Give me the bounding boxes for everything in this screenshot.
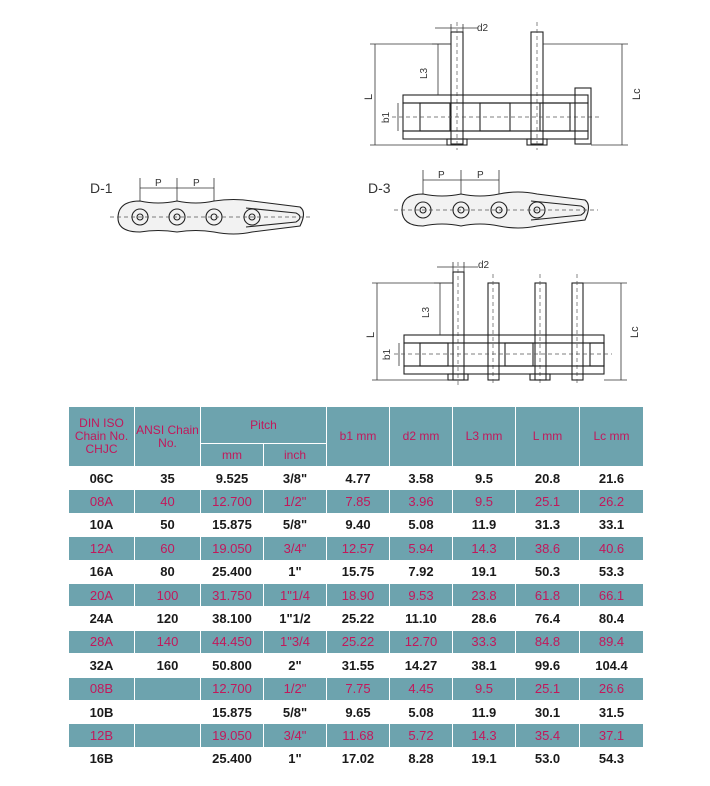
cell-din: 12A <box>69 537 135 560</box>
cell-din: 12B <box>69 724 135 747</box>
table-row <box>69 654 644 677</box>
l-label-bottom: L <box>365 331 377 338</box>
cell-mm: 15.875 <box>201 700 264 723</box>
cell-inch: 5/8" <box>264 513 327 536</box>
cell-mm: 19.050 <box>201 537 264 560</box>
cell-d2: 11.10 <box>390 607 453 630</box>
cell-l: 99.6 <box>516 654 580 677</box>
cell-l: 20.8 <box>516 467 580 490</box>
table-row <box>69 467 644 490</box>
cell-mm: 38.100 <box>201 607 264 630</box>
cell-d2: 5.72 <box>390 724 453 747</box>
header-pitch-inch: inch <box>264 444 327 467</box>
cell-lc: 37.1 <box>580 724 644 747</box>
cell-l3: 11.9 <box>453 513 516 536</box>
cell-d2: 3.96 <box>390 490 453 513</box>
p-label-d3b: P <box>477 170 484 181</box>
table-row <box>69 677 644 700</box>
cell-l3: 9.5 <box>453 490 516 513</box>
d3-label: D-3 <box>368 180 391 196</box>
header-pitch: Pitch <box>201 407 327 444</box>
cell-b1: 15.75 <box>327 560 390 583</box>
cell-ansi: 35 <box>135 467 201 490</box>
cell-mm: 15.875 <box>201 513 264 536</box>
cell-ansi: 50 <box>135 513 201 536</box>
cell-d2: 12.70 <box>390 630 453 653</box>
cell-lc: 21.6 <box>580 467 644 490</box>
table-row <box>69 537 644 560</box>
table-row <box>69 747 644 770</box>
cell-d2: 3.58 <box>390 467 453 490</box>
cell-l: 25.1 <box>516 677 580 700</box>
cell-mm: 19.050 <box>201 724 264 747</box>
cell-l: 76.4 <box>516 607 580 630</box>
cell-lc: 31.5 <box>580 700 644 723</box>
cell-ansi <box>135 700 201 723</box>
cell-l: 30.1 <box>516 700 580 723</box>
table-row <box>69 700 644 723</box>
cell-lc: 89.4 <box>580 630 644 653</box>
cell-mm: 9.525 <box>201 467 264 490</box>
cell-l: 84.8 <box>516 630 580 653</box>
cell-lc: 104.4 <box>580 654 644 677</box>
p-label-d3a: P <box>438 170 445 181</box>
p-label-d1b: P <box>193 178 200 189</box>
side-view-bottom <box>365 260 641 386</box>
cell-b1: 7.75 <box>327 677 390 700</box>
cell-b1: 25.22 <box>327 630 390 653</box>
cell-l3: 33.3 <box>453 630 516 653</box>
cell-d2: 14.27 <box>390 654 453 677</box>
cell-l3: 11.9 <box>453 700 516 723</box>
p-label-d1a: P <box>155 178 162 189</box>
cell-mm: 25.400 <box>201 747 264 770</box>
header-d2: d2 mm <box>390 407 453 467</box>
cell-l3: 9.5 <box>453 467 516 490</box>
header-din: DIN ISO Chain No. CHJC <box>69 407 135 467</box>
cell-lc: 26.2 <box>580 490 644 513</box>
table-row <box>69 513 644 536</box>
cell-ansi: 160 <box>135 654 201 677</box>
side-view-top <box>363 22 643 150</box>
cell-inch: 1/2" <box>264 677 327 700</box>
cell-lc: 80.4 <box>580 607 644 630</box>
cell-b1: 9.65 <box>327 700 390 723</box>
cell-b1: 18.90 <box>327 583 390 606</box>
cell-inch: 1"3/4 <box>264 630 327 653</box>
cell-d2: 5.08 <box>390 700 453 723</box>
cell-ansi <box>135 747 201 770</box>
b1-label-bottom: b1 <box>382 348 393 360</box>
cell-mm: 25.400 <box>201 560 264 583</box>
cell-l: 53.0 <box>516 747 580 770</box>
cell-l3: 14.3 <box>453 724 516 747</box>
cell-mm: 44.450 <box>201 630 264 653</box>
cell-din: 16A <box>69 560 135 583</box>
cell-d2: 4.45 <box>390 677 453 700</box>
cell-b1: 11.68 <box>327 724 390 747</box>
table-row <box>69 490 644 513</box>
l3-label-bottom: L3 <box>421 306 432 318</box>
cell-lc: 33.1 <box>580 513 644 536</box>
cell-d2: 5.94 <box>390 537 453 560</box>
cell-lc: 53.3 <box>580 560 644 583</box>
cell-inch: 1/2" <box>264 490 327 513</box>
cell-ansi: 80 <box>135 560 201 583</box>
cell-l: 35.4 <box>516 724 580 747</box>
l-label-top: L <box>363 93 375 100</box>
cell-mm: 12.700 <box>201 490 264 513</box>
cell-din: 08B <box>69 677 135 700</box>
cell-lc: 54.3 <box>580 747 644 770</box>
cell-inch: 5/8" <box>264 700 327 723</box>
cell-din: 06C <box>69 467 135 490</box>
front-view-d3 <box>368 170 598 228</box>
cell-inch: 3/4" <box>264 724 327 747</box>
cell-b1: 7.85 <box>327 490 390 513</box>
cell-l3: 19.1 <box>453 747 516 770</box>
cell-l: 61.8 <box>516 583 580 606</box>
cell-ansi: 140 <box>135 630 201 653</box>
cell-d2: 5.08 <box>390 513 453 536</box>
cell-din: 28A <box>69 630 135 653</box>
table-row <box>69 630 644 653</box>
cell-ansi: 60 <box>135 537 201 560</box>
b1-label-top: b1 <box>381 111 392 123</box>
cell-l: 38.6 <box>516 537 580 560</box>
cell-l3: 19.1 <box>453 560 516 583</box>
cell-inch: 3/8" <box>264 467 327 490</box>
l3-label-top: L3 <box>419 67 430 79</box>
header-b1: b1 mm <box>327 407 390 467</box>
cell-ansi <box>135 724 201 747</box>
cell-d2: 9.53 <box>390 583 453 606</box>
cell-ansi: 40 <box>135 490 201 513</box>
d1-label: D-1 <box>90 180 113 196</box>
d2-label-top: d2 <box>477 23 489 34</box>
cell-din: 10A <box>69 513 135 536</box>
cell-mm: 12.700 <box>201 677 264 700</box>
lc-label-bottom: Lc <box>629 326 641 338</box>
header-pitch-mm: mm <box>201 444 264 467</box>
cell-mm: 50.800 <box>201 654 264 677</box>
chain-spec-table <box>68 406 644 771</box>
cell-inch: 1"1/2 <box>264 607 327 630</box>
cell-lc: 26.6 <box>580 677 644 700</box>
table-row <box>69 560 644 583</box>
cell-inch: 1" <box>264 747 327 770</box>
cell-ansi: 120 <box>135 607 201 630</box>
table-row <box>69 607 644 630</box>
cell-l: 25.1 <box>516 490 580 513</box>
d2-label-bottom: d2 <box>478 260 490 271</box>
table-row <box>69 583 644 606</box>
cell-inch: 3/4" <box>264 537 327 560</box>
front-view-d1 <box>90 178 312 234</box>
cell-b1: 17.02 <box>327 747 390 770</box>
cell-lc: 40.6 <box>580 537 644 560</box>
cell-b1: 4.77 <box>327 467 390 490</box>
cell-l3: 23.8 <box>453 583 516 606</box>
cell-din: 32A <box>69 654 135 677</box>
cell-b1: 9.40 <box>327 513 390 536</box>
cell-d2: 8.28 <box>390 747 453 770</box>
cell-b1: 31.55 <box>327 654 390 677</box>
cell-d2: 7.92 <box>390 560 453 583</box>
cell-l: 31.3 <box>516 513 580 536</box>
table-row <box>69 724 644 747</box>
lc-label-top: Lc <box>631 88 643 100</box>
header-lc: Lc mm <box>580 407 644 467</box>
header-ansi: ANSI Chain No. <box>135 407 201 467</box>
cell-din: 20A <box>69 583 135 606</box>
cell-inch: 2" <box>264 654 327 677</box>
cell-l3: 28.6 <box>453 607 516 630</box>
cell-ansi: 100 <box>135 583 201 606</box>
cell-l3: 38.1 <box>453 654 516 677</box>
cell-din: 24A <box>69 607 135 630</box>
cell-mm: 31.750 <box>201 583 264 606</box>
cell-din: 08A <box>69 490 135 513</box>
cell-lc: 66.1 <box>580 583 644 606</box>
cell-inch: 1" <box>264 560 327 583</box>
cell-l3: 14.3 <box>453 537 516 560</box>
cell-l: 50.3 <box>516 560 580 583</box>
cell-ansi <box>135 677 201 700</box>
cell-inch: 1"1/4 <box>264 583 327 606</box>
header-l3: L3 mm <box>453 407 516 467</box>
cell-din: 10B <box>69 700 135 723</box>
header-l: L mm <box>516 407 580 467</box>
cell-b1: 25.22 <box>327 607 390 630</box>
cell-b1: 12.57 <box>327 537 390 560</box>
cell-din: 16B <box>69 747 135 770</box>
cell-l3: 9.5 <box>453 677 516 700</box>
